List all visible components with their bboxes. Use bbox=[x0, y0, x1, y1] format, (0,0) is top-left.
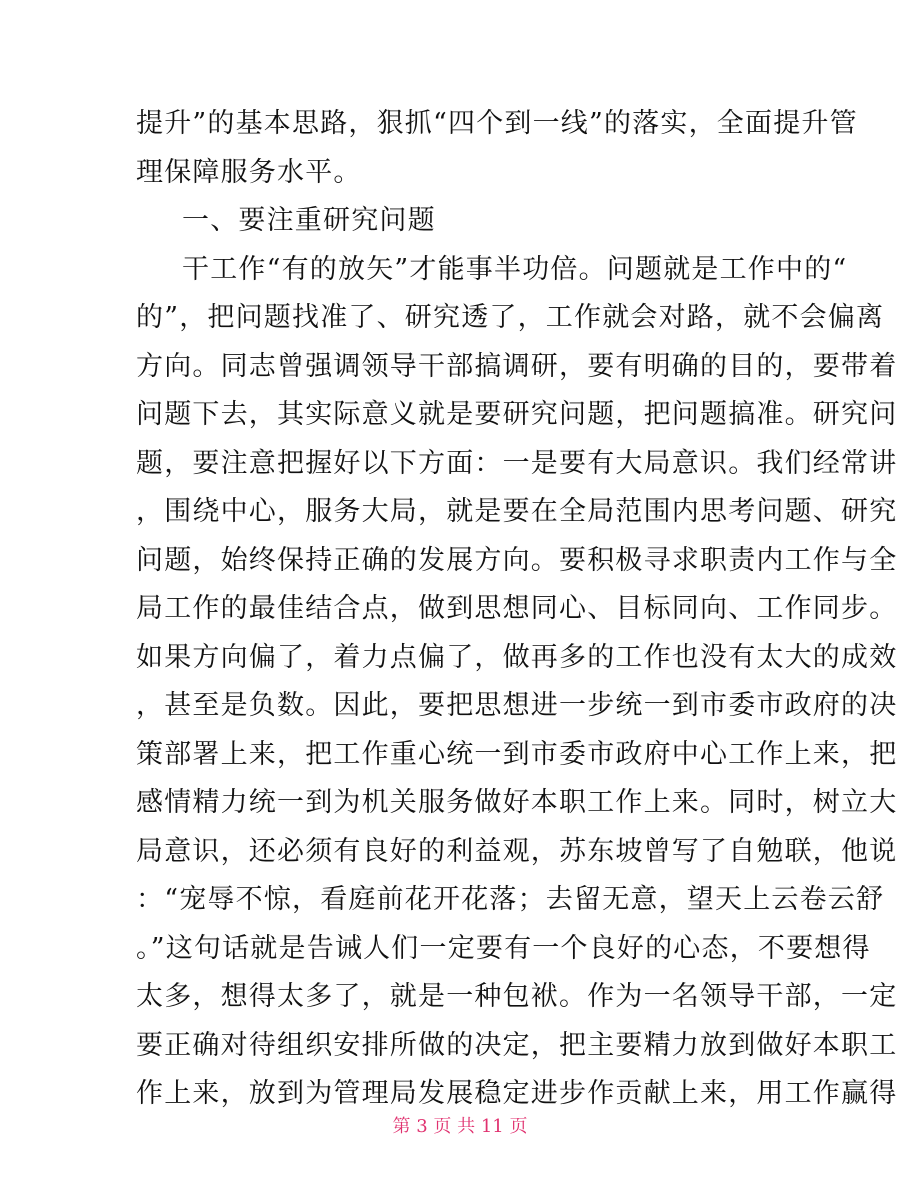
text-line: 题，要注意把握好以下方面：一是要有大局意识。我们经常讲 bbox=[136, 448, 898, 479]
text-line: 如果方向偏了，着力点偏了，做再多的工作也没有太大的成效 bbox=[136, 642, 898, 673]
text-line: 太多，想得太多了，就是一种包袱。作为一名领导干部，一定 bbox=[136, 981, 898, 1012]
text-line: ，甚至是负数。因此，要把思想进一步统一到市委市政府的决 bbox=[136, 690, 898, 721]
text-line: 策部署上来，把工作重心统一到市委市政府中心工作上来，把 bbox=[136, 739, 898, 770]
text-line: 局意识，还必须有良好的利益观，苏东坡曾写了自勉联，他说 bbox=[136, 836, 898, 867]
text-line: 方向。同志曾强调领导干部搞调研，要有明确的目的，要带着 bbox=[136, 351, 898, 382]
text-line: 理保障服务水平。 bbox=[136, 157, 362, 188]
text-line: 要正确对待组织安排所做的决定，把主要精力放到做好本职工 bbox=[136, 1030, 898, 1061]
text-line: 的”，把问题找准了、研究透了，工作就会对路，就不会偏离 bbox=[136, 302, 885, 333]
text-line: ，围绕中心，服务大局，就是要在全局范围内思考问题、研究 bbox=[136, 496, 898, 527]
text-line: 局工作的最佳结合点，做到思想同心、目标同向、工作同步。 bbox=[136, 593, 898, 624]
text-line: 。”这句话就是告诫人们一定要有一个良好的心态，不要想得 bbox=[136, 933, 871, 964]
section-heading: 一、要注重研究问题 bbox=[182, 205, 436, 236]
text-line: 提升”的基本思路，狠抓“四个到一线”的落实，全面提升管 bbox=[136, 108, 858, 139]
text-line: 问题下去，其实际意义就是要研究问题，把问题搞准。研究问 bbox=[136, 399, 898, 430]
text-line: 感情精力统一到为机关服务做好本职工作上来。同时，树立大 bbox=[136, 787, 898, 818]
text-line: 问题，始终保持正确的发展方向。要积极寻求职责内工作与全 bbox=[136, 545, 898, 576]
text-line: 作上来，放到为管理局发展稳定进步作贡献上来，用工作赢得 bbox=[136, 1078, 898, 1109]
text-line: ：“宠辱不惊，看庭前花开花落；去留无意，望天上云卷云舒 bbox=[136, 884, 885, 915]
page-number-footer: 第 3 页 共 11 页 bbox=[392, 1116, 528, 1137]
paragraph-first-line: 干工作“有的放矢”才能事半功倍。问题就是工作中的“ bbox=[182, 254, 848, 285]
